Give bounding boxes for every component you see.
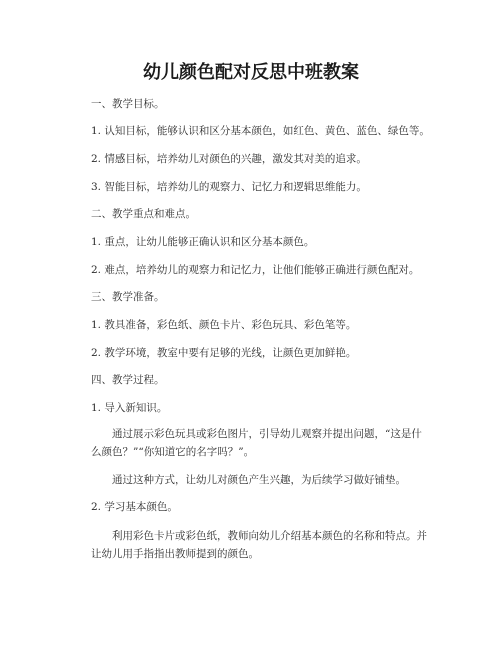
section-heading-process: 四、教学过程。	[91, 374, 165, 386]
process-step-1: 1. 导入新知识。	[91, 402, 168, 414]
section-heading-objectives: 一、教学目标。	[91, 98, 165, 110]
preparation-item-2: 2. 教学环境，教室中要有足够的光线，让颜色更加鲜艳。	[91, 347, 357, 359]
objective-item-3: 3. 智能目标，培养幼儿的观察力、记忆力和逻辑思维能力。	[91, 181, 367, 193]
preparation-item-1: 1. 教具准备，彩色纸、颜色卡片、彩色玩具、彩色笔等。	[91, 319, 357, 331]
section-heading-preparation: 三、教学准备。	[91, 291, 165, 303]
paragraph-learn-colors: 利用彩色卡片或彩色纸，教师向幼儿介绍基本颜色的名称和特点。并让幼儿用手指指出教师提到的颜色。	[91, 530, 427, 560]
objective-item-1: 1. 认知目标，能够认识和区分基本颜色，如红色、黄色、蓝色、绿色等。	[91, 125, 430, 137]
section-heading-key-points: 二、教学重点和难点。	[91, 208, 196, 220]
objective-item-2: 2. 情感目标，培养幼儿对颜色的兴趣，激发其对美的追求。	[91, 153, 367, 165]
key-point-item-1: 1. 重点，让幼儿能够正确认识和区分基本颜色。	[91, 236, 315, 248]
process-step-2: 2. 学习基本颜色。	[91, 501, 178, 513]
key-point-item-2: 2. 难点，培养幼儿的观察力和记忆力，让他们能够正确进行颜色配对。	[91, 264, 420, 276]
paragraph-introduction: 通过展示彩色玩具或彩色图片，引导幼儿观察并提出问题，“这是什么颜色？”“你知道它的名字吗？”。	[91, 428, 422, 458]
document-title: 幼儿颜色配对反思中班教案	[143, 62, 359, 83]
paragraph-interest: 通过这种方式，让幼儿对颜色产生兴趣，为后续学习做好铺垫。	[112, 474, 406, 486]
